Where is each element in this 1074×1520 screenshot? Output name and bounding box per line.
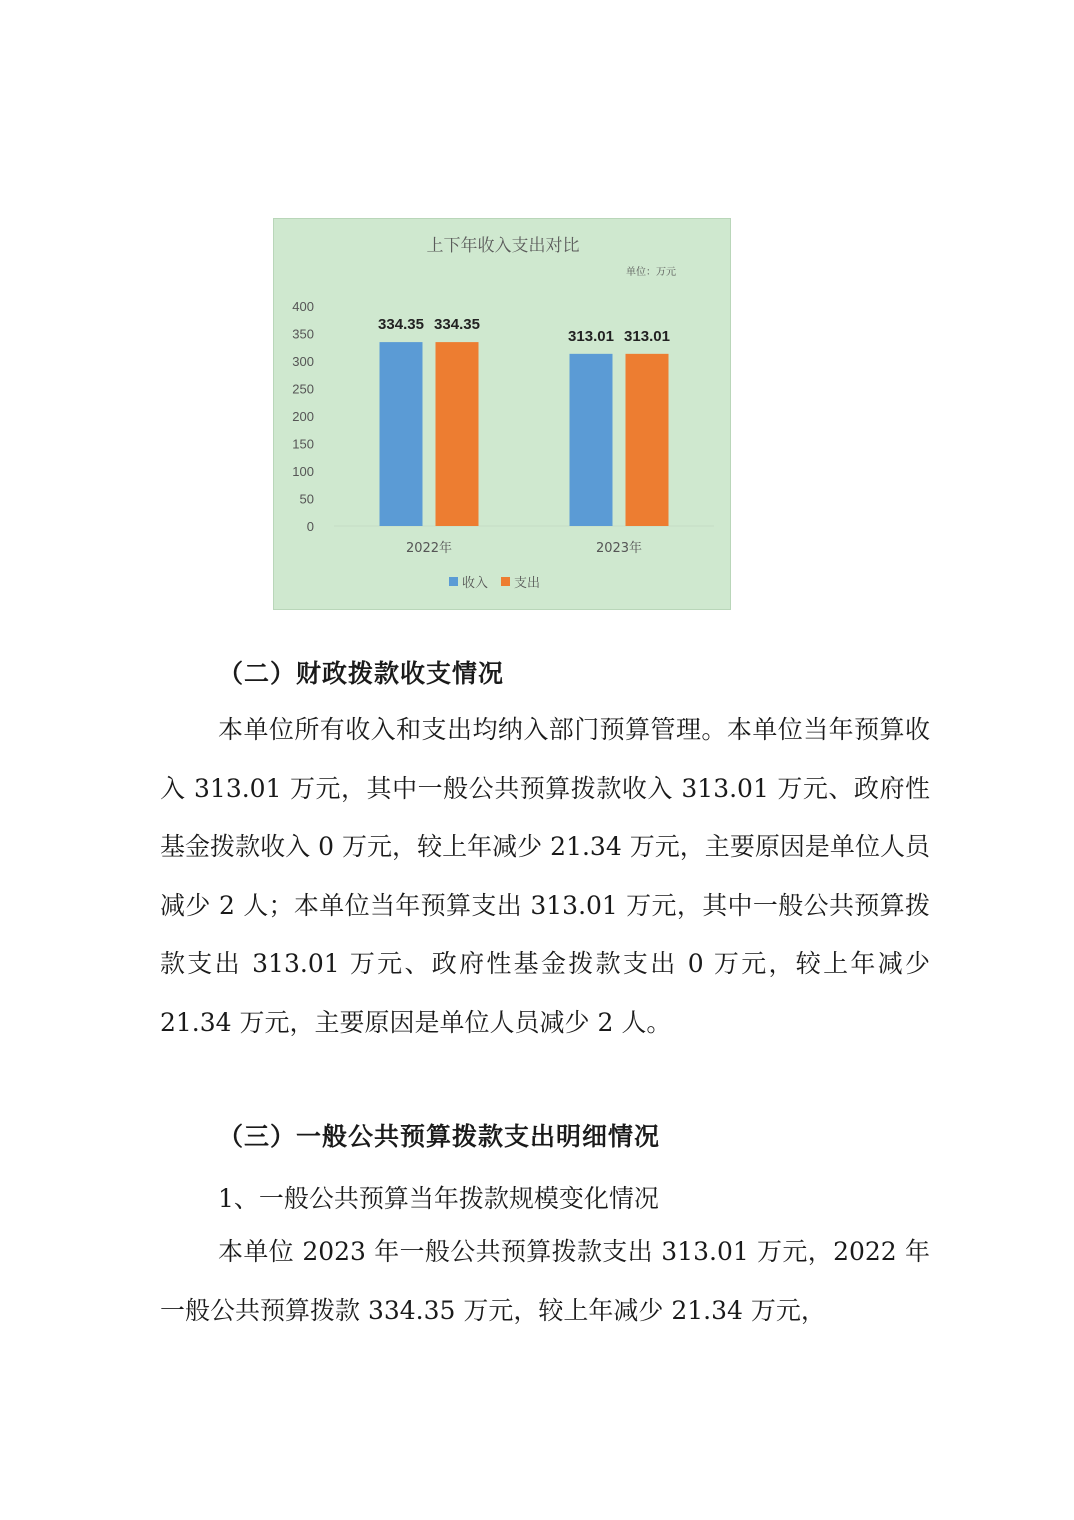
y-tick-label: 0 <box>306 519 314 534</box>
y-tick-label: 250 <box>292 381 314 397</box>
y-tick-label: 50 <box>299 491 314 507</box>
legend-swatch <box>501 577 510 586</box>
y-tick-label: 100 <box>292 464 314 479</box>
bar-支出-2023年 <box>626 354 669 526</box>
bars <box>378 316 670 526</box>
chart-svg <box>274 219 732 611</box>
section-3-subheading: 1、一般公共预算当年拨款规模变化情况 <box>218 1184 659 1213</box>
chart-unit-label: 单位：万元 <box>626 267 676 278</box>
y-tick-label: 150 <box>292 436 314 452</box>
x-axis-ticks <box>406 540 642 556</box>
x-tick-label: 2023年 <box>595 541 643 556</box>
section-3-paragraph: 本单位 2023 年一般公共预算拨款支出 313.01 万元，2022 年一般公共预算拨款 334.35 万元，较上年减少 21.34 万元， <box>160 1237 930 1325</box>
y-tick-label: 300 <box>292 354 314 369</box>
legend-label: 支出 <box>514 576 541 591</box>
section-2-paragraph: 本单位所有收入和支出均纳入部门预算管理。本单位当年预算收入 313.01 万元，其中一般公共预算拨款收入 313.01 万元、政府性基金拨款收入 0 万元，较上年减少 21.34 万元，主要原因是单位人员减少 2 人；本单位当年预算支出 313.01 万元，其中一般公共预算拨款支出 313.01 万元、政府性基金拨款支出 0 万元，较上年减少 21.34 万元，主要原因是单位人员减少 2 人。 <box>160 715 930 1037</box>
data-label: 313.01 <box>624 327 670 345</box>
x-tick-label: 2022年 <box>405 541 453 556</box>
legend-label: 收入 <box>462 576 489 591</box>
bar-支出-2022年 <box>436 342 479 526</box>
legend-swatch <box>449 577 458 586</box>
y-tick-label: 200 <box>292 409 314 424</box>
chart-legend <box>449 575 540 591</box>
chart-title: 上下年收入支出对比 <box>426 236 580 256</box>
data-label: 334.35 <box>434 316 480 334</box>
bar-收入-2023年 <box>570 354 613 526</box>
bar-chart <box>273 218 731 610</box>
y-tick-label: 400 <box>292 299 314 314</box>
bar-收入-2022年 <box>380 342 423 526</box>
data-label: 334.35 <box>378 316 424 334</box>
section-2-heading: （二）财政拨款收支情况 <box>218 659 505 688</box>
section-3-heading: （三）一般公共预算拨款支出明细情况 <box>218 1122 661 1151</box>
y-tick-label: 350 <box>292 326 314 342</box>
data-label: 313.01 <box>568 327 614 345</box>
